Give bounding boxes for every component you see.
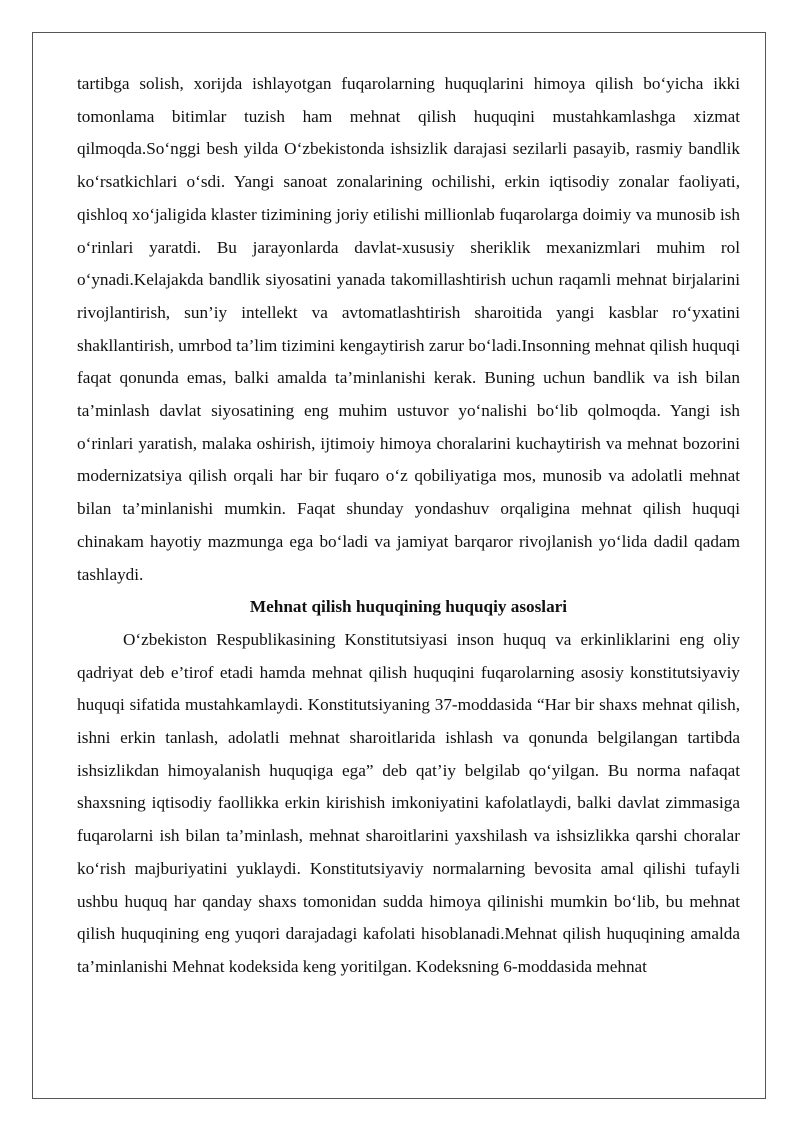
- body-paragraph: O‘zbekiston Respublikasining Konstitutsiyasi inson huquq va erkinliklarini eng oliy qadriyat deb e’tirof etadi hamda mehnat qilish huquqini fuqarolarning asosiy konstitutsiyaviy huquqi sifatida mustahkamlaydi. Konstitutsiyaning 37-moddasida “Har bir shaxs mehnat qilish, ishni erkin tanlash, adolatli mehnat sharoitlarida ishlash va qonunda belgilangan tartibda ishsizlikdan himoyalanish huquqiga ega” deb qat’iy belgilab qo‘yilgan. Bu norma nafaqat shaxsning iqtisodiy faollikka erkin kirishish imkoniyatini kafolatlaydi, balki davlat zimmasiga fuqarolarni ish bilan ta’minlash, mehnat sharoitlarini yaxshilash va ishsizlikka qarshi choralar ko‘rish majburiyatini yuklaydi. Konstitutsiyaviy normalarning bevosita amal qilishi tufayli ushbu huquq har qanday shaxs tomonidan sudda himoya qilinishi mumkin bo‘lib, bu mehnat qilish huquqining eng yuqori darajadagi kafolati hisoblanadi.Mehnat qilish huquqining amalda ta’minlanishi Mehnat kodeksida keng yoritilgan. Kodeksning 6-moddasida mehnat: [77, 629, 740, 976]
- document-body: [77, 68, 740, 984]
- body-paragraph: tartibga solish, xorijda ishlayotgan fuqarolarning huquqlarini himoya qilish bo‘yicha ikki tomonlama bitimlar tuzish ham mehnat qilish huquqini mustahkamlashga xizmat qilmoqda.So‘nggi besh yilda O‘zbekistonda ishsizlik darajasi sezilarli pasayib, rasmiy bandlik ko‘rsatkichlari o‘sdi. Yangi sanoat zonalarining ochilishi, erkin iqtisodiy zonalar faoliyati, qishloq xo‘jaligida klaster tizimining joriy etilishi millionlab fuqarolarga doimiy va munosib ish o‘rinlari yaratdi. Bu jarayonlarda davlat-xususiy sheriklik mexanizmlari muhim rol o‘ynadi.Kelajakda bandlik siyosatini yanada takomillashtirish uchun raqamli mehnat birjalarini rivojlantirish, sun’iy intellekt va avtomatlashtirish sharoitida yangi kasblar ro‘yxatini shakllantirish, umrbod ta’lim tizimini kengaytirish zarur bo‘ladi.Insonning mehnat qilish huquqi faqat qonunda emas, balki amalda ta’minlanishi kerak. Buning uchun bandlik va ish bilan ta’minlash davlat siyosatining eng muhim ustuvor yo‘nalishi bo‘lib qolmoqda. Yangi ish o‘rinlari yaratish, malaka oshirish, ijtimoiy himoya choralarini kuchaytirish va mehnat bozorini modernizatsiya qilish orqali har bir fuqaro o‘z qobiliyatiga mos, munosib va adolatli mehnat bilan ta’minlanishi mumkin. Faqat shunday yondashuv orqaligina mehnat qilish huquqi chinakam hayotiy mazmunga ega bo‘ladi va jamiyat barqaror rivojlanish yo‘lida dadil qadam tashlaydi.: [77, 74, 740, 584]
- section-heading: Mehnat qilish huquqining huquqiy asoslari: [249, 597, 568, 617]
